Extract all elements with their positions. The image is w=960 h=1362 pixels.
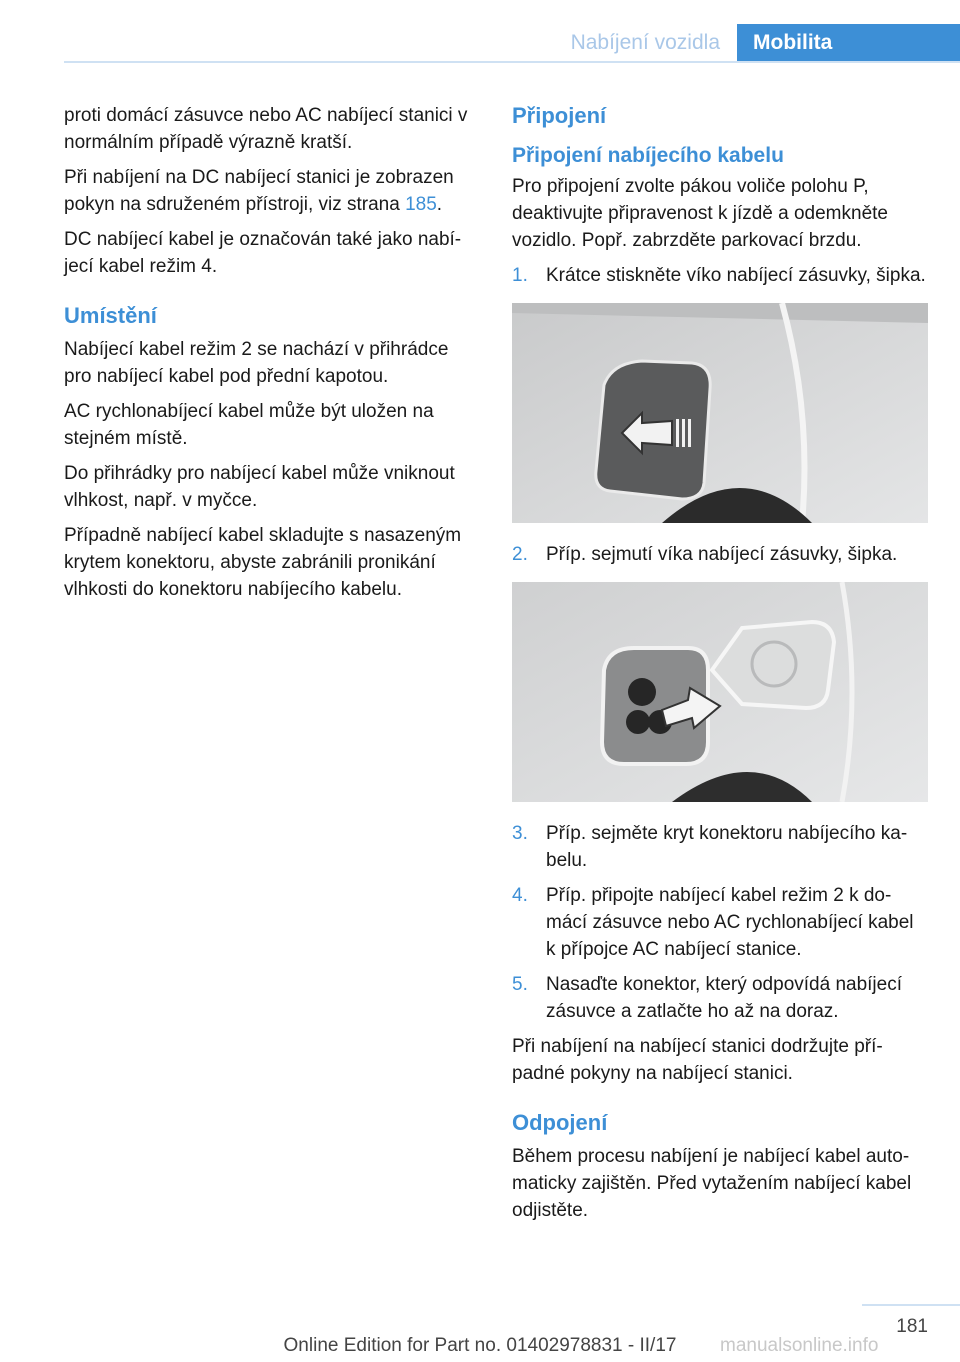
section-heading-pripojeni: Připojení: [512, 103, 607, 128]
paragraph: Během procesu nabíjení je nabíjecí kabel auto-maticky zajištěn. Před vytažením nabíjecí kabel odjistěte.: [512, 1146, 912, 1221]
paragraph: Při nabíjení na DC nabíjecí stanici je zobrazen pokyn na sdruženém přístroji, viz strana 185.: [64, 167, 454, 215]
right-column: [512, 102, 928, 1232]
page-number: 181: [896, 1316, 928, 1337]
list-item: 4. Příp. připojte nabíjecí kabel režim 2 k do-mácí zásuvce nebo AC rychlonabíjecí kabel k přípojce AC nabíjecí stanice.: [512, 885, 914, 960]
edition-note: Online Edition for Part no. 01402978831 - II/17: [283, 1335, 677, 1356]
page-link[interactable]: 185: [405, 194, 437, 215]
watermark: manualsonline.info: [720, 1335, 879, 1356]
header-chapter-tab: Mobilita: [737, 24, 960, 62]
footer-divider: [862, 1304, 960, 1306]
charging-flap-press-image: [512, 303, 928, 523]
subsection-heading: Připojení nabíjecího kabelu: [512, 144, 784, 167]
paragraph: Do přihrádky pro nabíjecí kabel může vniknout vlhkost, např. v myčce.: [64, 463, 455, 511]
paragraph: AC rychlonabíjecí kabel může být uložen na stejném místě.: [64, 401, 434, 449]
page-header: [0, 0, 960, 62]
paragraph: Při nabíjení na nabíjecí stanici dodržujte pří-padné pokyny na nabíjecí stanici.: [512, 1036, 883, 1084]
section-heading-odpojeni: Odpojení: [512, 1110, 608, 1135]
paragraph: Případně nabíjecí kabel skladujte s nasazeným krytem konektoru, abyste zabránili pronikání vlhkosti do konektoru nabíjecího kabelu.: [64, 525, 462, 600]
charging-flap-open-image: [512, 582, 928, 802]
paragraph: DC nabíjecí kabel je označován také jako nabí-jecí kabel režim 4.: [64, 229, 462, 277]
list-item: 2. Příp. sejmutí víka nabíjecí zásuvky, šipka.: [512, 544, 898, 565]
left-column: [64, 102, 480, 611]
list-item: 1. Krátce stiskněte víko nabíjecí zásuvky, šipka.: [512, 265, 926, 286]
header-section-title: Nabíjení vozidla: [570, 31, 720, 54]
paragraph: proti domácí zásuvce nebo AC nabíjecí stanici v normálním případě výrazně kratší.: [64, 105, 468, 153]
section-heading-umisteni: Umístění: [64, 303, 157, 328]
list-item: 3. Příp. sejměte kryt konektoru nabíjecího ka-belu.: [512, 823, 908, 871]
paragraph: Nabíjecí kabel režim 2 se nachází v přihrádce pro nabíjecí kabel pod přední kapotou.: [64, 339, 449, 387]
list-item: 5. Nasaďte konektor, který odpovídá nabíjecí zásuvce a zatlačte ho až na doraz.: [512, 974, 902, 1022]
paragraph: Pro připojení zvolte pákou voliče polohu P, deaktivujte připravenost k jízdě a odemkněte vozidlo. Popř. zabrzděte parkovací brzdu.: [512, 176, 888, 251]
header-divider: [64, 61, 960, 63]
